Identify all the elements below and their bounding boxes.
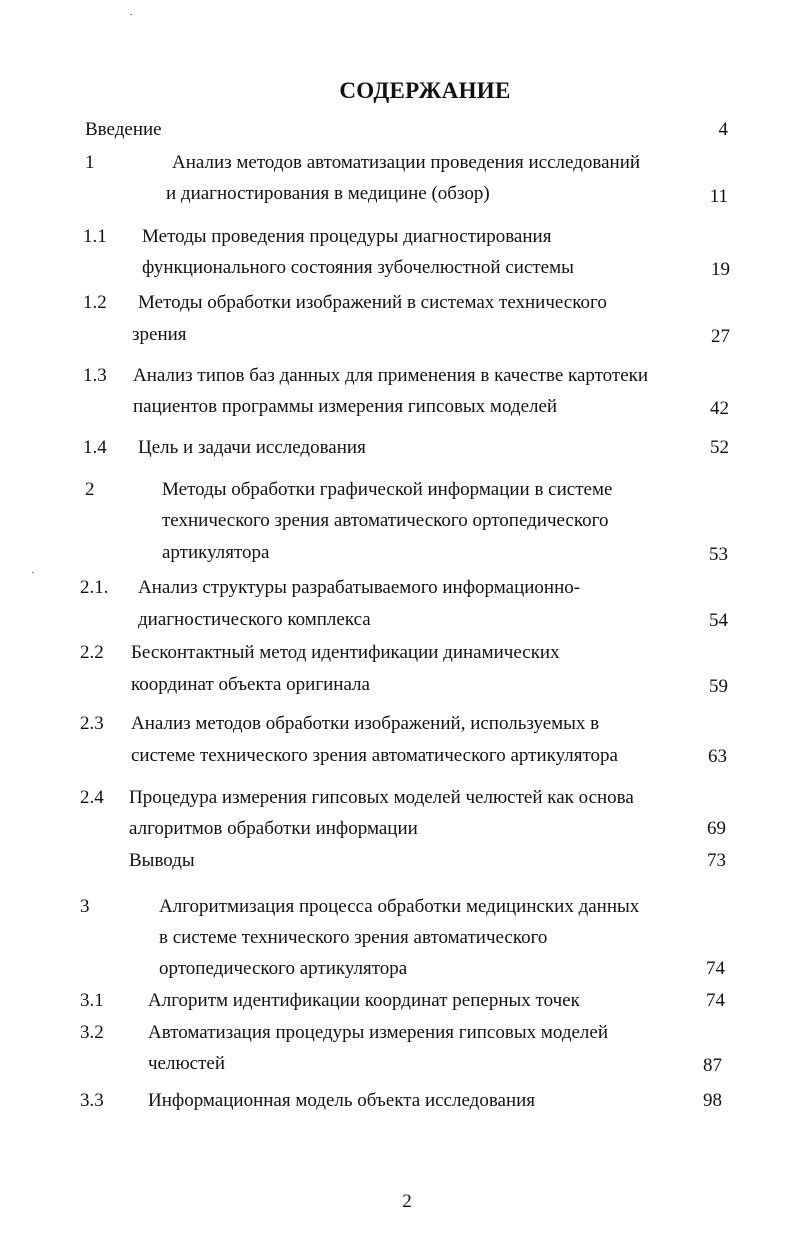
toc-entry-page: 69 xyxy=(707,818,726,839)
toc-entry-title-line: Анализ структуры разрабатываемого информационно- xyxy=(138,577,581,598)
toc-entry-title-line: Выводы xyxy=(129,850,195,871)
scan-speck xyxy=(32,572,34,573)
toc-entry-number: 2.1. xyxy=(80,577,109,598)
toc-entry-page: 19 xyxy=(711,259,730,280)
toc-entry-page: 63 xyxy=(708,746,727,767)
toc-entry-title-line: Алгоритмизация процесса обработки медицинских данных xyxy=(159,896,640,917)
toc-entry-title-line: функционального состояния зубочелюстной системы xyxy=(142,257,574,278)
page-title: СОДЕРЖАНИЕ xyxy=(339,78,511,103)
toc-entry-page: 59 xyxy=(709,676,728,697)
toc-entry-page: 4 xyxy=(718,119,728,140)
toc-entry-title-line: Бесконтактный метод идентификации динамических xyxy=(131,642,560,663)
toc-entry-number: 1.1 xyxy=(83,226,107,247)
toc-entry-title-line: Методы проведения процедуры диагностирования xyxy=(142,226,552,247)
page-number: 2 xyxy=(402,1191,412,1212)
toc-entry-page: 98 xyxy=(703,1090,722,1111)
toc-entry-number: 3.1 xyxy=(80,990,104,1011)
toc-entry-title-line: и диагностирования в медицине (обзор) xyxy=(166,183,490,204)
toc-entry-title-line: Анализ типов баз данных для применения в качестве картотеки xyxy=(133,365,649,386)
toc-entry-title-line: Анализ методов автоматизации проведения исследований xyxy=(172,152,641,173)
toc-entry-title-line: Методы обработки графической информации в системе xyxy=(162,479,613,500)
toc-entry-number: 2.3 xyxy=(80,713,104,734)
toc-entry-number: 1.4 xyxy=(83,437,107,458)
toc-entry-page: 52 xyxy=(710,437,729,458)
toc-entry-title-line: Методы обработки изображений в системах технического xyxy=(138,292,607,313)
toc-entry-number: 1.2 xyxy=(83,292,107,313)
toc-entry-page: 54 xyxy=(709,610,728,631)
toc-entry-number: 1 xyxy=(85,152,95,173)
toc-entry-title-line: Процедура измерения гипсовых моделей челюстей как основа xyxy=(129,787,634,808)
toc-entry-page: 74 xyxy=(706,990,725,1011)
toc-entry-title-line: Информационная модель объекта исследования xyxy=(148,1090,536,1111)
toc-entry-title-line: Автоматизация процедуры измерения гипсовых моделей xyxy=(148,1022,609,1043)
toc-entry-title-line: артикулятора xyxy=(162,542,270,563)
toc-entry-title-line: в системе технического зрения автоматического xyxy=(159,927,548,948)
toc-entry-title-line: Цель и задачи исследования xyxy=(138,437,366,458)
toc-entry-number: 2.4 xyxy=(80,787,104,808)
toc-entry-page: 87 xyxy=(703,1055,722,1076)
toc-entry-title-line: пациентов программы измерения гипсовых моделей xyxy=(133,396,558,417)
toc-entry-number: 3.3 xyxy=(80,1090,104,1111)
toc-entry-number: 1.3 xyxy=(83,365,107,386)
toc-entry-page: 11 xyxy=(709,186,728,207)
toc-entry-number: 3.2 xyxy=(80,1022,104,1043)
toc-entry-title-line: координат объекта оригинала xyxy=(131,674,370,695)
toc-entry-page: 27 xyxy=(711,326,730,347)
scan-speck xyxy=(130,14,132,15)
toc-entry-title-line: системе технического зрения автоматического артикулятора xyxy=(131,745,618,766)
toc-entry-title-line: челюстей xyxy=(148,1053,226,1074)
toc-entry-title-line: диагностического комплекса xyxy=(138,609,371,630)
toc-entry-page: 73 xyxy=(707,850,726,871)
toc-entry-title-line: алгоритмов обработки информации xyxy=(129,818,418,839)
toc-entry-number: 3 xyxy=(80,896,90,917)
toc-entry-title-line: Введение xyxy=(85,119,162,140)
toc-entry-number: 2 xyxy=(85,479,95,500)
toc-entry-title-line: технического зрения автоматического ортопедического xyxy=(162,510,609,531)
toc-entry-number: 2.2 xyxy=(80,642,104,663)
toc-entry-title-line: Алгоритм идентификации координат реперных точек xyxy=(148,990,580,1011)
toc-entry-title-line: ортопедического артикулятора xyxy=(159,958,408,979)
toc-entry-page: 42 xyxy=(710,398,729,419)
toc-entry-page: 53 xyxy=(709,544,728,565)
toc-entry-page: 74 xyxy=(706,958,725,979)
toc-entry-title-line: Анализ методов обработки изображений, используемых в xyxy=(131,713,600,734)
toc-entry-title-line: зрения xyxy=(132,324,187,345)
